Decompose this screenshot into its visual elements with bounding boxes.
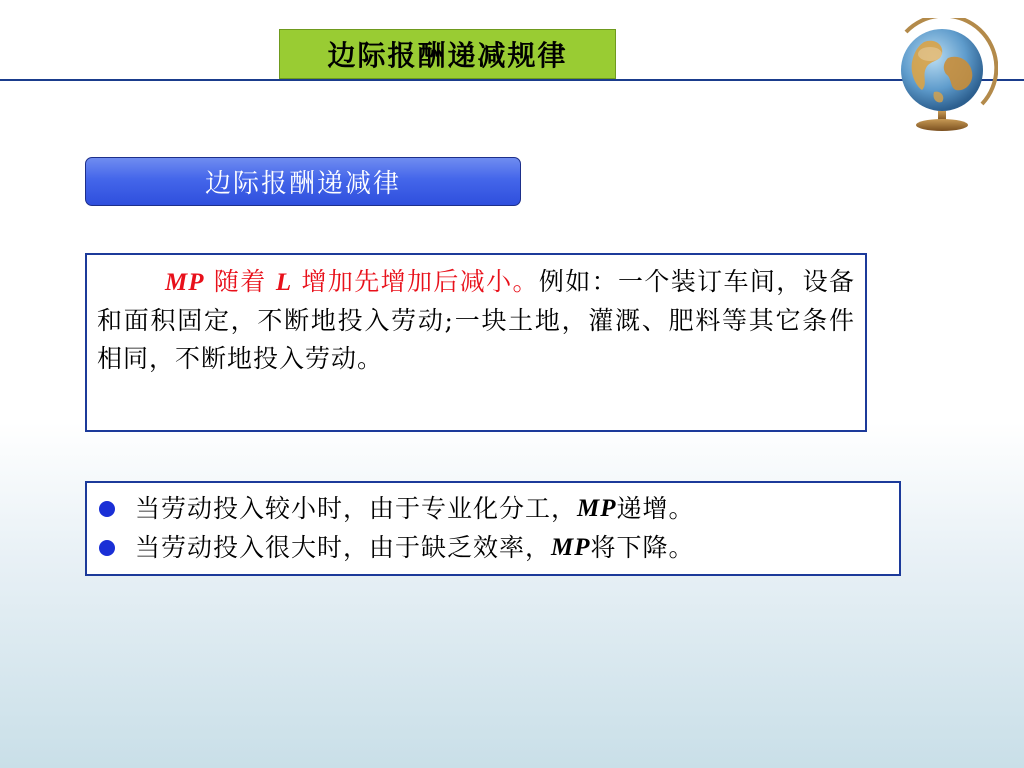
l-term: L <box>275 269 293 296</box>
bullet-dot-icon <box>99 540 115 556</box>
definition-example: 例如：一个装订车间，设备和面积固定，不断地投入劳动;一块土地，灌溉、肥料等其它条件相同，不断地投入劳动。 <box>97 267 855 373</box>
bullet-item <box>99 528 899 567</box>
bullet-item <box>99 489 899 528</box>
bullet-text: 当劳动投入较小时，由于专业化分工， <box>135 494 578 523</box>
definition-box <box>85 253 867 432</box>
definition-highlight: 增加先增加后减小。 <box>301 267 539 296</box>
globe-icon <box>886 18 998 134</box>
bullet-text: 当劳动投入很大时，由于缺乏效率， <box>135 533 552 562</box>
slide-title: 边际报酬递减规律 <box>279 29 616 79</box>
bullet-mp-term: MP <box>577 495 617 522</box>
definition-with: 随着 <box>213 267 267 296</box>
mp-term: MP <box>165 269 205 296</box>
bullet-text-end: 将下降。 <box>590 533 695 562</box>
bullet-mp-term: MP <box>551 534 591 561</box>
section-heading: 边际报酬递减律 <box>85 157 521 206</box>
bullet-box <box>85 481 901 576</box>
bullet-text-end: 递增。 <box>616 494 695 523</box>
bullet-dot-icon <box>99 501 115 517</box>
header-divider <box>0 79 1024 81</box>
